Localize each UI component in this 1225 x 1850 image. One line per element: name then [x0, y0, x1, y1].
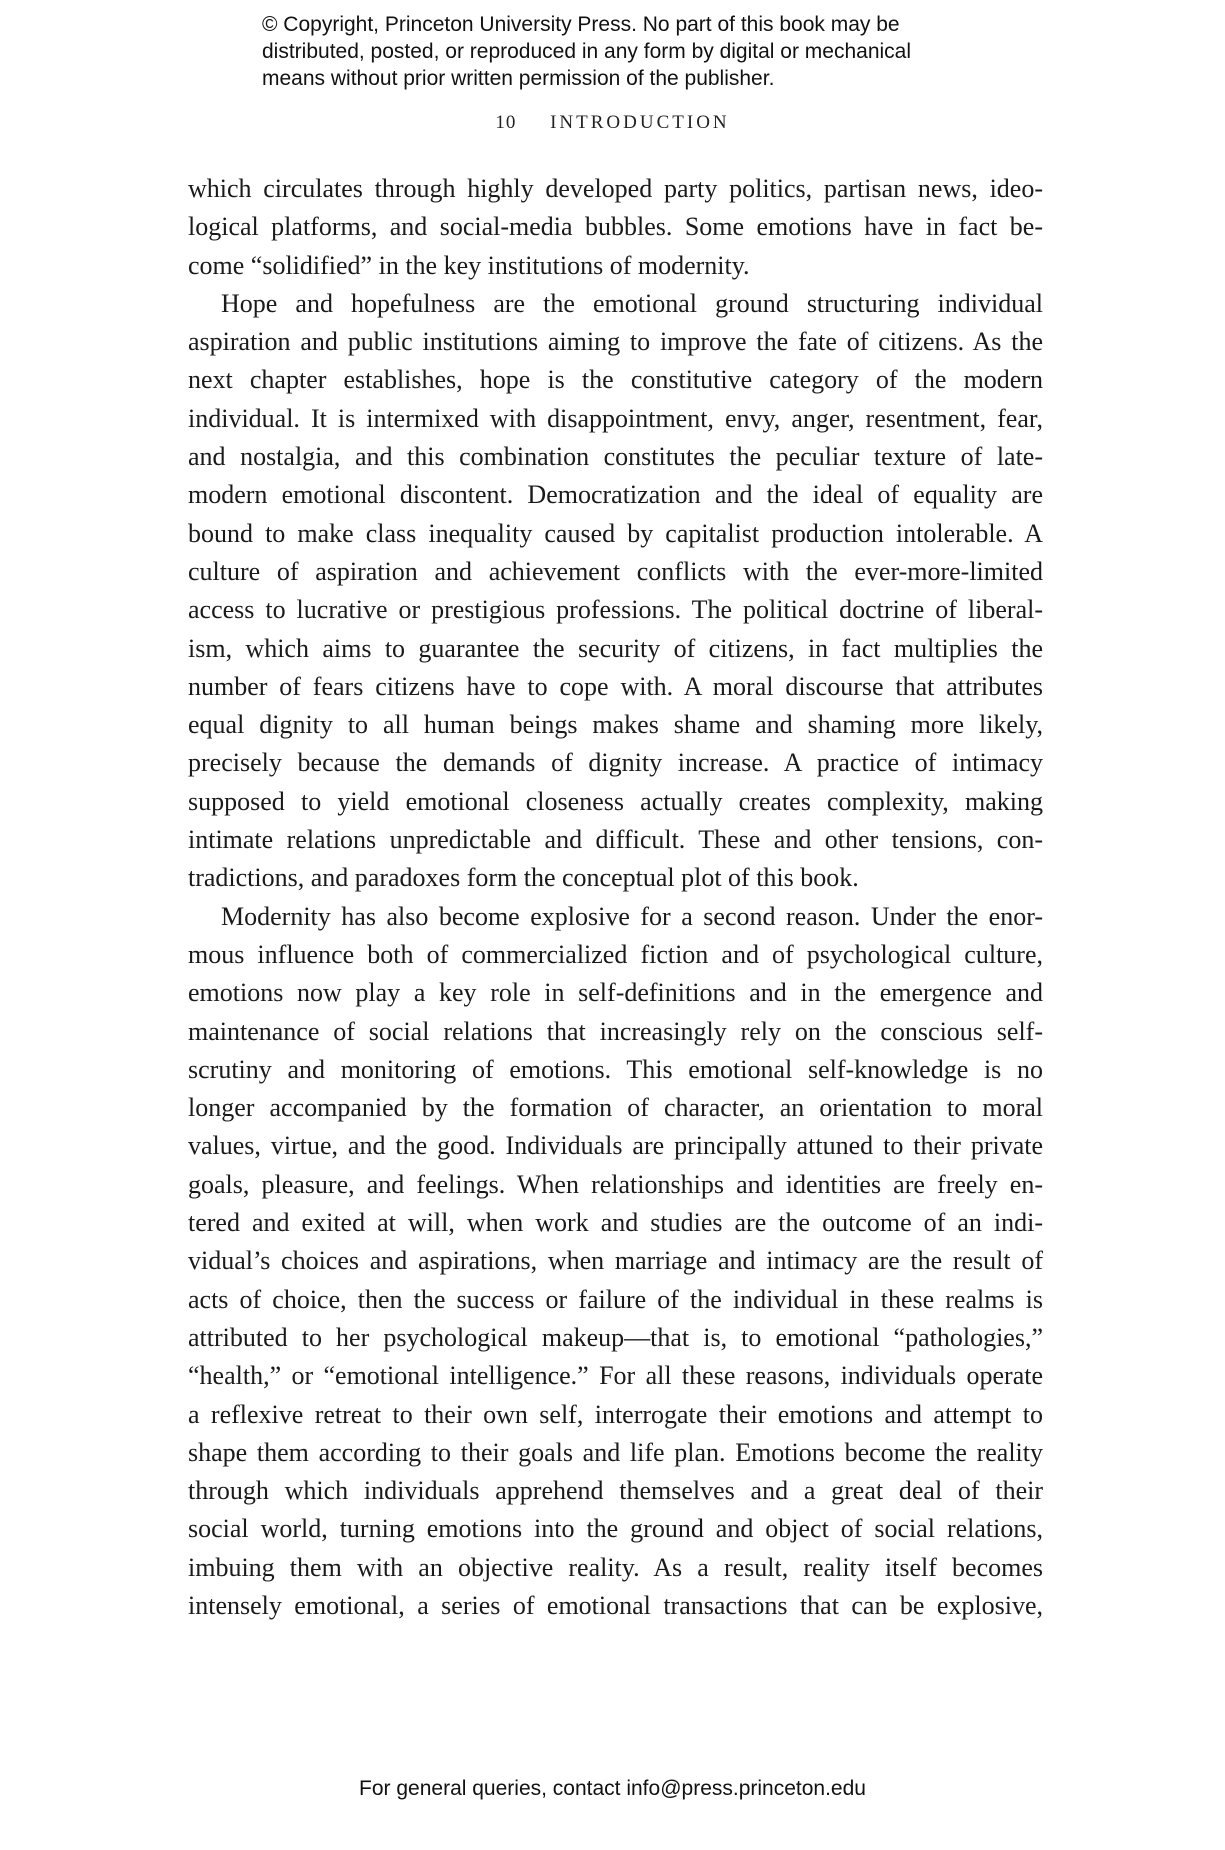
text-line: and nostalgia, and this combination constitutes the peculiar texture of late-	[188, 442, 1043, 472]
text-line: scrutiny and monitoring of emotions. This emotional self-knowledge is no	[188, 1054, 1043, 1084]
text-line: come “solidified” in the key institutions of modernity.	[188, 250, 750, 280]
text-line: intimate relations unpredictable and difficult. These and other tensions, con-	[188, 825, 1043, 855]
text-line: bound to make class inequality caused by capitalist production intolerable. A	[188, 518, 1043, 548]
page-number: 10	[495, 112, 517, 133]
text-line: next chapter establishes, hope is the constitutive category of the modern	[188, 365, 1043, 395]
text-line: tradictions, and paradoxes form the conceptual plot of this book.	[188, 863, 859, 893]
text-line: values, virtue, and the good. Individuals are principally attuned to their private	[188, 1131, 1043, 1161]
text-line: “health,” or “emotional intelligence.” For all these reasons, individuals operate	[188, 1361, 1043, 1391]
text-line: imbuing them with an objective reality. As a result, reality itself becomes	[188, 1552, 1043, 1582]
text-line: tered and exited at will, when work and studies are the outcome of an indi-	[188, 1208, 1043, 1238]
text-line: acts of choice, then the success or failure of the individual in these realms is	[188, 1284, 1043, 1314]
text-line: modern emotional discontent. Democratization and the ideal of equality are	[188, 480, 1043, 510]
text-line: ism, which aims to guarantee the security of citizens, in fact multiplies the	[188, 633, 1043, 663]
chapter-title: INTRODUCTION	[550, 112, 730, 133]
text-line: through which individuals apprehend themselves and a great deal of their	[188, 1476, 1043, 1506]
text-line: equal dignity to all human beings makes shame and shaming more likely,	[188, 710, 1043, 740]
text-line: intensely emotional, a series of emotional transactions that can be explosive,	[188, 1590, 1043, 1620]
text-line: which circulates through highly developed party politics, partisan news, ideo-	[188, 174, 1043, 203]
body-text	[188, 170, 1043, 1625]
text-line: social world, turning emotions into the ground and object of social relations,	[188, 1514, 1043, 1544]
text-line: goals, pleasure, and feelings. When relationships and identities are freely en-	[188, 1169, 1043, 1199]
text-line: number of fears citizens have to cope with. A moral discourse that attributes	[188, 671, 1043, 701]
text-line: precisely because the demands of dignity increase. A practice of intimacy	[188, 748, 1043, 778]
text-line: attributed to her psychological makeup—that is, to emotional “pathologies,”	[188, 1322, 1043, 1352]
text-line: mous influence both of commercialized fiction and of psychological culture,	[188, 939, 1043, 969]
copyright-line: distributed, posted, or reproduced in any form by digital or mechanical	[262, 40, 912, 63]
text-line: access to lucrative or prestigious professions. The political doctrine of liberal-	[188, 595, 1043, 625]
text-line: a reflexive retreat to their own self, interrogate their emotions and attempt to	[188, 1399, 1043, 1429]
text-line: individual. It is intermixed with disappointment, envy, anger, resentment, fear,	[188, 403, 1043, 433]
copyright-line: means without prior written permission of the publisher.	[262, 67, 775, 90]
text-line: Modernity has also become explosive for a second reason. Under the enor-	[221, 901, 1043, 931]
copyright-notice	[262, 11, 962, 92]
text-line: shape them according to their goals and life plan. Emotions become the reality	[188, 1437, 1043, 1467]
text-line: vidual’s choices and aspirations, when marriage and intimacy are the result of	[188, 1246, 1043, 1276]
running-head	[0, 112, 1225, 134]
copyright-line: © Copyright, Princeton University Press. No part of this book may be	[262, 13, 900, 36]
text-line: maintenance of social relations that increasingly rely on the conscious self-	[188, 1016, 1043, 1046]
text-line: emotions now play a key role in self-definitions and in the emergence and	[188, 978, 1043, 1008]
text-line: culture of aspiration and achievement conflicts with the ever-more-limited	[188, 556, 1043, 586]
footer-contact: For general queries, contact info@press.princeton.edu	[359, 1777, 866, 1800]
text-line: longer accompanied by the formation of character, an orientation to moral	[188, 1093, 1043, 1123]
text-line: logical platforms, and social-media bubbles. Some emotions have in fact be-	[188, 212, 1043, 242]
text-line: Hope and hopefulness are the emotional ground structuring individual	[221, 288, 1043, 318]
text-line: supposed to yield emotional closeness actually creates complexity, making	[188, 786, 1043, 816]
text-line: aspiration and public institutions aiming to improve the fate of citizens. As the	[188, 327, 1043, 357]
